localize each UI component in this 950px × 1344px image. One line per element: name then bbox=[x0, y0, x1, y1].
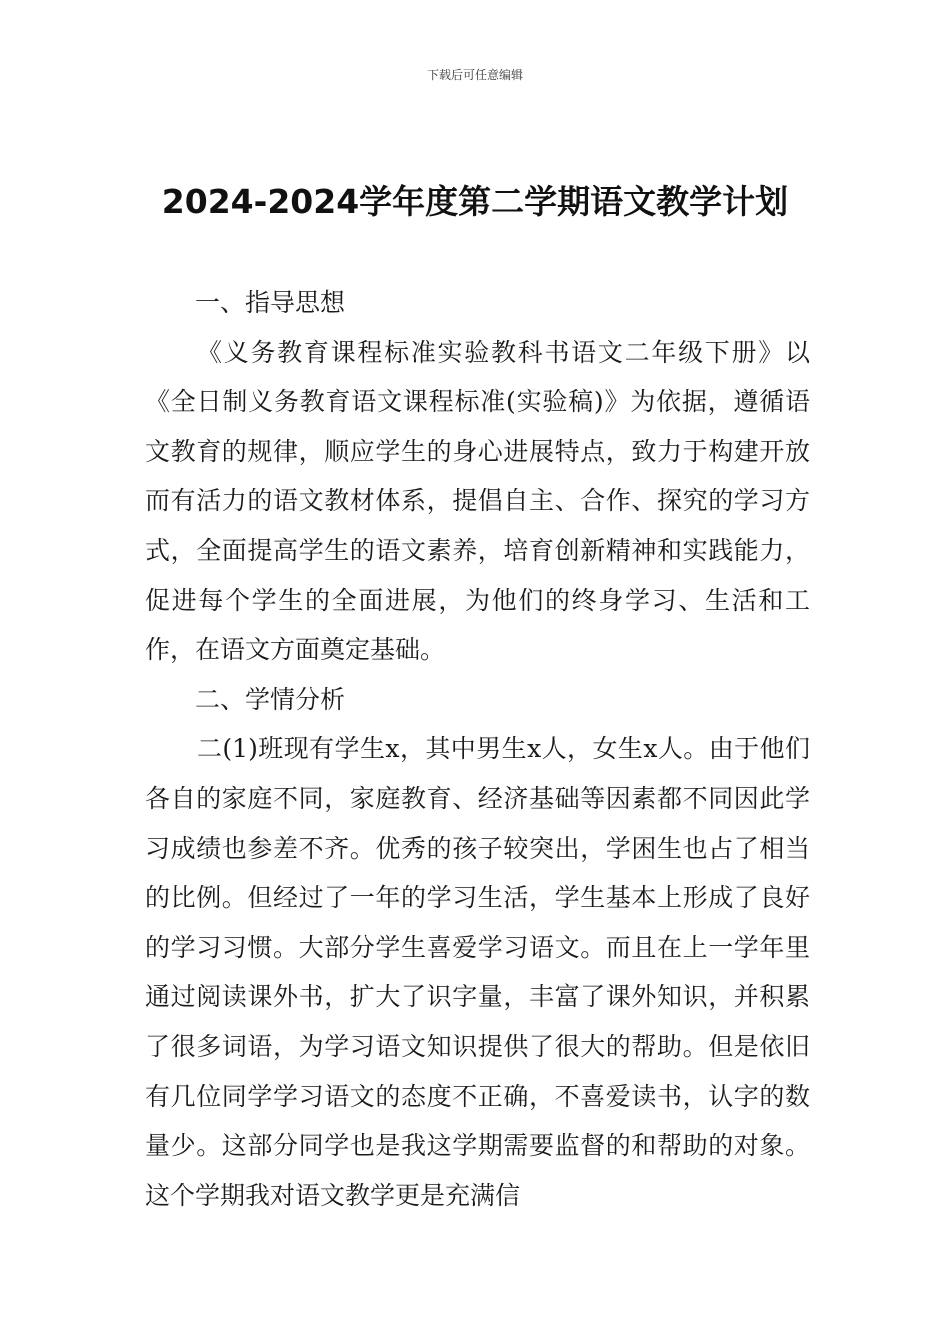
section-heading-guiding-ideology: 一、指导思想 bbox=[195, 288, 346, 317]
section-heading-student-analysis: 二、学情分析 bbox=[195, 684, 346, 714]
document-title: 2024-2024学年度第二学期语文教学计划 bbox=[161, 182, 789, 221]
section-paragraph-student-analysis: 二(1)班现有学生x，其中男生x人，女生x人。由于他们各自的家庭不同，家庭教育、经济基础等因素都不同因此学习成绩也参差不齐。优秀的孩子较突出，学困生也占了相当的比例。但经过了一年的学习生活，学生基本上形成了良好的学习习惯。大部分学生喜爱学习语文。而且在上一学年里通过阅读课外书，扩大了识字量，丰富了课外知识，并积累了很多词语，为学习语文知识提供了很大的帮助。但是依旧有几位同学学习语文的态度不正确，不喜爱读书，认字的数量少。这部分同学也是我这学期需要监督的和帮助的对象。这个学期我对语文教学更是充满信 bbox=[145, 734, 810, 1210]
document-body bbox=[145, 278, 810, 1220]
page-header-note: 下载后可任意编辑 bbox=[426, 68, 523, 82]
section-paragraph-guiding-ideology: 《义务教育课程标准实验教科书语文二年级下册》以《全日制义务教育语文课程标准(实验稿)》为依据，遵循语文教育的规律，顺应学生的身心进展特点，致力于构建开放而有活力的语文教材体系，提倡自主、合作、探究的学习方式，全面提高学生的语文素养，培育创新精神和实践能力，促进每个学生的全面进展，为他们的终身学习、生活和工作，在语文方面奠定基础。 bbox=[145, 337, 810, 665]
